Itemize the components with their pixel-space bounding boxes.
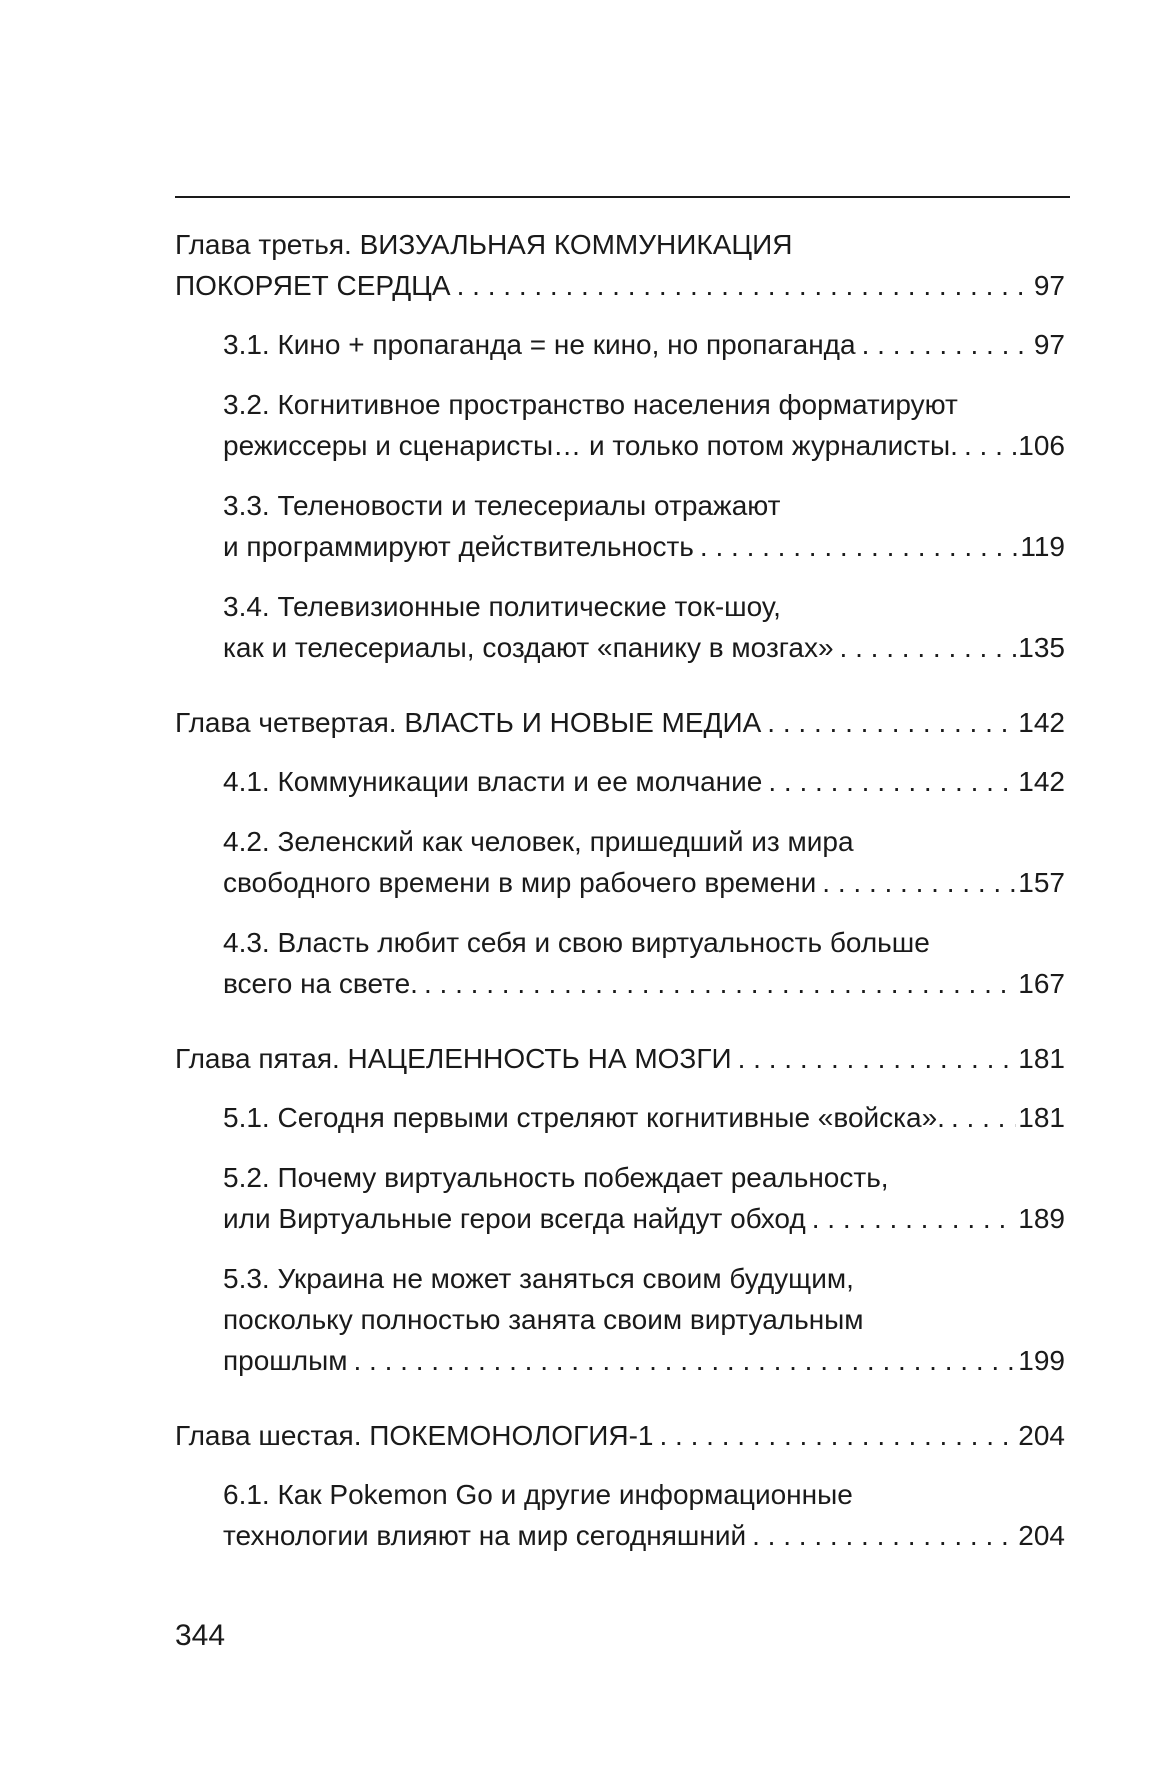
section-page-number: 142 [1018,766,1065,797]
section-title-line: 3.3. Теленовости и телесериалы отражают [223,490,781,521]
chapter-page-number: 181 [1018,1043,1065,1074]
section-page-number: 204 [1018,1520,1065,1551]
dot-leader [840,627,1017,668]
toc-section [223,1157,1065,1239]
section-page-number: 135 [1018,632,1065,663]
section-page-number: 157 [1018,867,1065,898]
dot-leader [738,1038,1017,1079]
chapter-heading [175,1415,1065,1456]
toc-section [223,324,1065,365]
chapter-page-number: 204 [1018,1420,1065,1451]
chapter-entry-row [175,1415,1065,1456]
section-title-line: и программируют действительность [223,531,694,562]
page-number: 344 [175,1619,226,1652]
dot-leader [424,963,1016,1004]
section-title-line: или Виртуальные герои всегда найдут обход [223,1203,806,1234]
section-entry-row [223,963,1065,1004]
section-entry-row [223,761,1065,802]
toc-section [223,1097,1065,1138]
toc-section [223,384,1065,466]
chapter-page-number: 97 [1033,270,1065,301]
dot-leader [822,862,1016,903]
dot-leader [457,265,1032,306]
dot-leader [767,702,1016,743]
chapter-title-line: Глава четвертая. ВЛАСТЬ И НОВЫЕ МЕДИА [175,707,762,738]
section-title-line: 6.1. Как Pokemon Go и другие информационные [223,1479,853,1510]
dot-leader [353,1340,1016,1381]
section-title-line: 4.1. Коммуникации власти и ее молчание [223,766,763,797]
toc-section [223,922,1065,1004]
section-title-line: поскольку полностью занята своим виртуальным [223,1304,864,1335]
top-rule [175,196,1070,198]
section-page-number: 189 [1018,1203,1065,1234]
section-entry-row [223,1340,1065,1381]
dot-leader [752,1515,1016,1556]
dot-leader [660,1415,1017,1456]
dot-leader [768,761,1016,802]
section-page-number: 97 [1033,329,1065,360]
dot-leader [700,526,1018,567]
section-entry-row [223,526,1065,567]
section-title-line: 4.3. Власть любит себя и свою виртуальность больше [223,927,930,958]
section-page-number: 106 [1018,430,1065,461]
chapter-title-line: Глава пятая. НАЦЕЛЕННОСТЬ НА МОЗГИ [175,1043,732,1074]
chapter-heading [175,1038,1065,1079]
toc-section [223,485,1065,567]
toc-chapter [175,224,1065,668]
toc-chapter [175,1038,1065,1381]
section-title-line: 5.2. Почему виртуальность побеждает реальность, [223,1162,889,1193]
toc-section [223,1258,1065,1381]
chapter-title-line: Глава третья. ВИЗУАЛЬНАЯ КОММУНИКАЦИЯ [175,229,793,260]
chapter-entry-row [175,265,1065,306]
chapter-title-line: Глава шестая. ПОКЕМОНОЛОГИЯ-1 [175,1420,654,1451]
section-page-number: 181 [1018,1102,1065,1133]
chapter-entry-row [175,1038,1065,1079]
section-entry-row [223,1515,1065,1556]
section-title-line: 3.2. Когнитивное пространство населения форматируют [223,389,958,420]
section-title-line: прошлым [223,1345,348,1376]
section-entry-row [223,324,1065,365]
section-title-line: как и телесериалы, создают «панику в мозгах» [223,632,834,663]
section-title-line: 4.2. Зеленский как человек, пришедший из мира [223,826,854,857]
toc-chapter [175,702,1065,1004]
toc-section [223,1474,1065,1556]
chapter-page-number: 142 [1018,707,1065,738]
toc-chapter [175,1415,1065,1556]
section-entry-row [223,627,1065,668]
chapter-heading [175,224,1065,306]
toc-section [223,586,1065,668]
section-title-line: режиссеры и сценаристы… и только потом журналисты. [223,430,958,461]
section-title-line: 3.4. Телевизионные политические ток-шоу, [223,591,781,622]
section-entry-row [223,425,1065,466]
section-title-line: свободного времени в мир рабочего времени [223,867,817,898]
section-title-line: технологии влияют на мир сегодняшний [223,1520,747,1551]
chapter-entry-row [175,702,1065,743]
dot-leader [812,1198,1017,1239]
section-title-line: 5.1. Сегодня первыми стреляют когнитивные «войска». [223,1102,945,1133]
section-title-line: 5.3. Украина не может заняться своим будущим, [223,1263,854,1294]
chapter-heading [175,702,1065,743]
dot-leader [862,324,1032,365]
dot-leader [964,425,1016,466]
toc-section [223,821,1065,903]
section-page-number: 167 [1018,968,1065,999]
section-page-number: 119 [1020,531,1065,562]
section-title-line: 3.1. Кино + пропаганда = не кино, но пропаганда [223,329,856,360]
dot-leader [951,1097,1016,1138]
section-entry-row [223,862,1065,903]
section-entry-row [223,1198,1065,1239]
section-entry-row [223,1097,1065,1138]
section-title-line: всего на свете. [223,968,418,999]
table-of-contents [175,224,1065,1590]
section-page-number: 199 [1018,1345,1065,1376]
toc-section [223,761,1065,802]
chapter-title-line: ПОКОРЯЕТ СЕРДЦА [175,270,451,301]
